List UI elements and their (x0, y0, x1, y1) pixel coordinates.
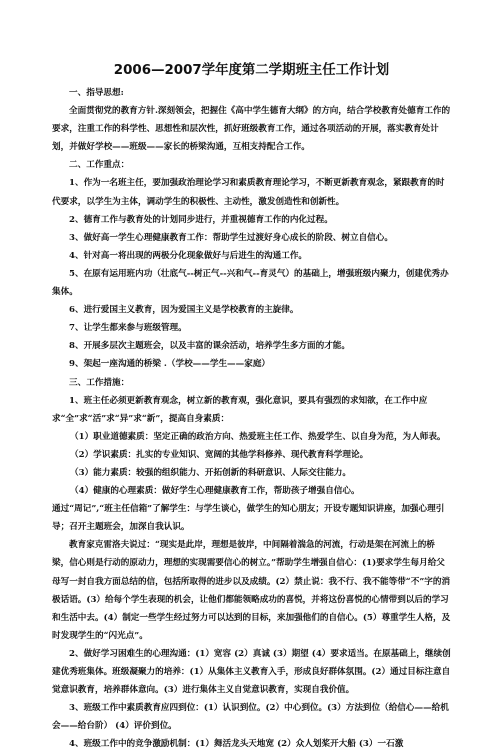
paragraph: 9、架起一座沟通的桥梁 .（学校——学生——家庭） (69, 359, 271, 370)
document-title: 2006—2007学年度第二学期班主任工作计划 (113, 63, 390, 78)
document-body (52, 84, 451, 753)
paragraph: 1、作为一名班主任，要加强政治理论学习和素质教育理论学习，不断更新教育观念，紧跟教育的时代要求，以学生为主体，调动学生的积极性、主动性，激发创造性和创新性。 (52, 178, 445, 207)
paragraph: 7、让学生都来参与班级管理。 (69, 323, 187, 334)
paragraph: 全面贯彻党的教育方针.深刻领会，把握住《高中学生德育大纲》的方向，结合学校教育处德育工作的要求，注重工作的科学性、思想性和层次性，抓好班级教育工作，通过各项活动的开展，落实教育处计划，并做好学校——班级——家长的桥梁沟通，互相支持配合工作。 (52, 106, 451, 153)
paragraph: 4、针对高一将出现的两极分化现象做好与后进生的沟通工作。 (69, 250, 308, 261)
paragraph: 3、做好高一学生心理健康教育工作：帮助学生过渡好身心成长的阶段、树立自信心。 (69, 232, 393, 243)
paragraph: 二、工作重点： (69, 160, 130, 171)
paragraph: 教育家克雷洛夫说过：“现实是此岸，理想是彼岸，中间隔着湍急的河流，行动是架在河流上的桥梁，信心则是行动的原动力，理想的实现需要信心的树立。”帮助学生增强自信心：(1)要求学生每月给父母写一封自我方面总结的信，包括所取得的进步以及成绩。(2）禁止说：我不行、我不能等带“不”字的消极话语。(3）给每个学生表现的机会，让他们都能领略成功的喜悦，并将这份喜悦的心情带到以后的学习和生活中去。(4）制定一些学生经过努力可以达到的目标，来加强他们的自信心。(5）尊重学生人格，及时发现学生的“闪光点”。 (52, 540, 451, 641)
paragraph: 4、班级工作中的竞争激励机制：(1）舞活龙头天地宽 (2）众人划桨开大船 (3）一石激 (69, 739, 404, 750)
paragraph: 5、在原有运用班内功（壮底气--树正气--兴和气--育灵气）的基础上，增强班级内聚力，创建优秀办集体。 (52, 268, 449, 298)
paragraph: 1、班主任必须更新教育观念，树立新的教育观，强化意识，要具有强烈的求知欲，在工作中应求“全”求“活”求“异”求“新”，提高自身素质： (52, 395, 428, 424)
paragraph: （4）健康的心理素质：做好学生心理健康教育工作，帮助孩子增强自信心。 (70, 486, 360, 497)
paragraph: 一、指导思想: (69, 88, 124, 98)
paragraph: 三、工作措施： (69, 377, 130, 388)
paragraph: 6、进行爱国主义教育，因为爱国主义是学校教育的主旋律。 (69, 305, 299, 316)
paragraph: 2、做好学习困难生的心理沟通：(1）宽容 (2）真诚 (3）期望 (4）要求适当。在原基础上，继续创建优秀班集体。班级凝聚力的培养：(1）从集体主义教育入手，形成良好群体氛围。(2）通过目标注意自觉意识教育，培养群体意向。(3）进行集体主义自觉意识教育，实现自我价值。 (52, 648, 451, 696)
paragraph: （3）能力素质：较强的组织能力、开拓创新的科研意识、人际交往能力。 (70, 467, 351, 478)
paragraph: （2）学识素质：扎实的专业知识、宽阔的其他学科修养、现代教育科学理论。 (70, 449, 369, 460)
paragraph: 通过“周记”,“班主任信箱”了解学生：与学生谈心，做学生的知心朋友；开设专题知识讲座，加强心理引导；召开主题班会，加深自我认识。 (52, 504, 445, 533)
paragraph: 3、班级工作中素质教育应四到位：(1）认识到位。(2）中心到位。(3）方法到位（给信心——给机会——给台阶） (4）评价到位。 (52, 703, 449, 732)
paragraph: 2、德育工作与教育处的计划同步进行，并重视德育工作的内化过程。 (69, 214, 333, 225)
paragraph: （1）职业道德素质：坚定正确的政治方向、热爱班主任工作、热爱学生、以自身为范，为人师表。 (70, 431, 446, 442)
paragraph: 8、开展多层次主题班会，以及丰富的课余活动，培养学生多方面的才能。 (69, 341, 350, 352)
